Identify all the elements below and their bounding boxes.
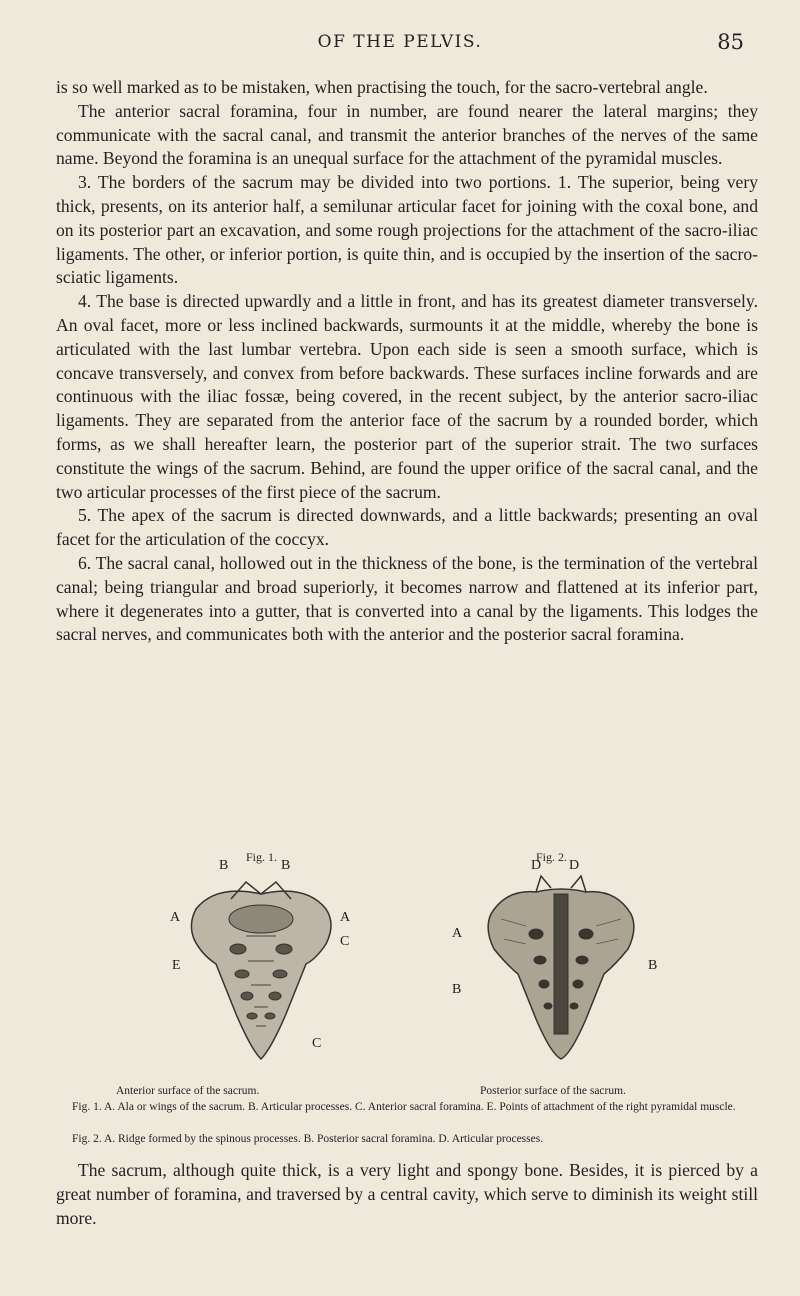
fig1-caption: Fig. 1. A. Ala or wings of the sacrum. B. Articular processes. C. Anterior sacral foramina. E. Points of attachment of the right pyramidal muscle. <box>72 1101 736 1113</box>
fig1-caption-title: Anterior surface of the sacrum. <box>116 1085 260 1097</box>
fig2-label-b: B <box>648 958 658 973</box>
fig2-label-b: B <box>452 982 462 997</box>
body-text <box>56 76 758 647</box>
paragraph: is so well marked as to be mistaken, when practising the touch, for the sacro-vertebral angle. <box>56 77 708 97</box>
running-head: OF THE PELVIS. <box>317 32 483 52</box>
closing-paragraph: The sacrum, although quite thick, is a very light and spongy bone. Besides, it is pierced by a great number of foramina, and traversed by a central cavity, which serve to diminish its weight still more. <box>56 1160 758 1228</box>
fig2-caption-title: Posterior surface of the sacrum. <box>480 1085 626 1097</box>
fig1-label-b: B <box>281 858 291 873</box>
paragraph: 3. The borders of the sacrum may be divided into two portions. 1. The superior, being very thick, presents, on its anterior half, a semilunar articular facet for joining with the coxal bone, and on its posterior part an excavation, and some rough projections for the attachment of the sacro-iliac ligaments. The other, or inferior portion, is quite thin, and is occupied by the insertion of the sacro-sciatic ligaments. <box>56 172 758 288</box>
fig2-title: Fig. 2. <box>536 850 568 864</box>
sacrum-anterior-illustration <box>176 864 346 1064</box>
paragraph: 6. The sacral canal, hollowed out in the thickness of the bone, is the termination of the vertebral canal; being triangular and broad superiorly, it becomes narrow and flattened at its inferior part, where it degenerates into a gutter, that is converted into a canal by the ligaments. This lodges the sacral nerves, and communicates both with the anterior and the posterior sacral foramina. <box>56 552 758 645</box>
fig1-label-e: E <box>172 958 181 973</box>
fig1-title: Fig. 1. <box>246 850 278 864</box>
fig1-label-c: C <box>340 934 350 949</box>
fig2-caption: Fig. 2. A. Ridge formed by the spinous processes. B. Posterior sacral foramina. D. Articular processes. <box>72 1133 544 1145</box>
page-number: 85 <box>717 30 744 54</box>
paragraph: 4. The base is directed upwardly and a little in front, and has its greatest diameter transversely. An oval facet, more or less inclined backwards, surmounts it at the middle, whereby the bone is articulated with the last lumbar vertebra. Upon each side is seen a smooth surface, which is concave transversely, and convex from before backwards. These surfaces incline forwards and are continuous with the iliac fossæ, being covered, in the recent subject, by the anterior sacro-iliac ligaments. They are separated from the anterior face of the sacrum by a rounded border, which forms, as we shall hereafter learn, the posterior part of the superior strait. The two surfaces constitute the wings of the sacrum. Behind, are found the upper orifice of the sacral canal, and the two articular processes of the first piece of the sacrum. <box>56 291 758 502</box>
fig1-label-b: B <box>219 858 229 873</box>
paragraph: 5. The apex of the sacrum is directed downwards, and a little backwards; presenting an oval facet for the articulation of the coccyx. <box>56 505 758 550</box>
fig2-label-d: D <box>569 858 580 873</box>
sacrum-posterior-illustration <box>476 864 646 1064</box>
fig2-label-a: A <box>452 926 463 941</box>
fig2-label-d: D <box>531 858 542 873</box>
fig1-label-c: C <box>312 1036 322 1051</box>
paragraph: The anterior sacral foramina, four in number, are found nearer the lateral margins; they communicate with the sacral canal, and transmit the anterior branches of the nerves of the same name. Beyond the foramina is an unequal surface for the attachment of the pyramidal muscles. <box>56 100 758 169</box>
fig1-label-a: A <box>170 910 181 925</box>
fig1-label-a: A <box>340 910 351 925</box>
page-header <box>0 30 800 60</box>
